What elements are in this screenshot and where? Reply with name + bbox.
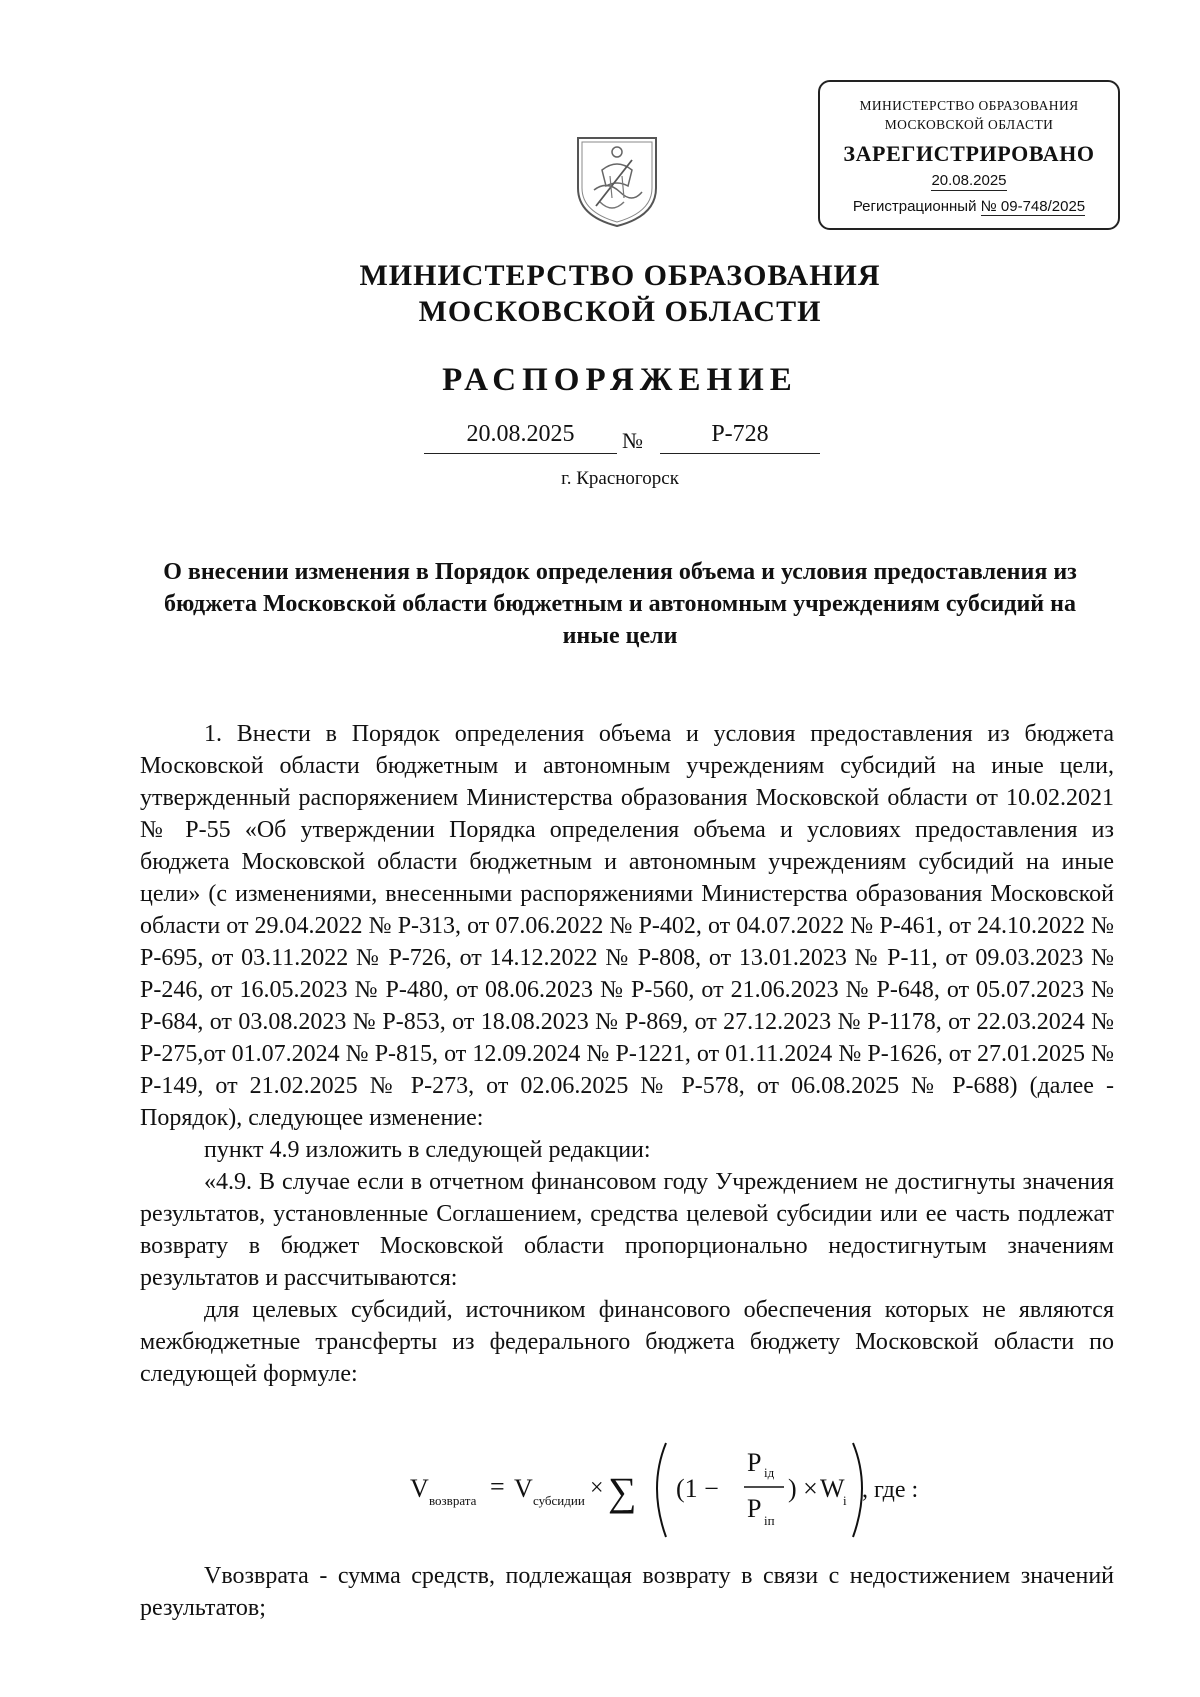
ministry-name-line2: МОСКОВСКОЙ ОБЛАСТИ <box>418 295 822 328</box>
formula-sub-i: i <box>843 1493 847 1508</box>
paragraph-1: 1. Внести в Порядок определения объема и условия предоставления из бюджета Московской области бюджетным и автономным учреждениям субсидий на иные цели, утвержденный распоряжением Министерства образования Московской области от 10.02.2021 № Р-55 «Об утверждении Порядка определения объема и условиях предоставления из бюджета Московской области бюджетным и автономным учреждениям субсидий на иные цели» (с изменениями, внесенными распоряжениями Министерства образования Московской области от 29.04.2022 № Р-313, от 07.06.2022 № Р-402, от 04.07.2022 № Р-461, от 24.10.2022 № Р-695, от 03.11.2022 № Р-726, от 14.12.2022 № Р-808, от 13.01.2023 № Р-11, от 09.03.2023 № Р-246, от 16.05.2023 № Р-480, от 08.06.2023 № Р-560, от 21.06.2023 № Р-648, от 05.07.2023 № Р-684, от 03.08.2023 № Р-853, от 18.08.2023 № Р-869, от 27.12.2023 № Р-1178, от 22.03.2024 № Р-275,от 01.07.2024 № Р-815, от 12.09.2024 № Р-1221, от 01.11.2024 № Р-1626, от 27.01.2025 № Р-149, от 21.02.2025 № Р-273, от 02.06.2025 № Р-578, от 06.08.2025 № Р-688) (далее - Порядок), следующее изменение: <box>140 721 1114 1131</box>
registration-stamp <box>818 80 1120 230</box>
formula-w: W <box>820 1474 845 1503</box>
definition-v-return: Vвозврата - сумма средств, подлежащая возврату в связи с недостижением значений результатов; <box>140 1563 1114 1621</box>
ministry-name-line1: МИНИСТЕРСТВО ОБРАЗОВАНИЯ <box>359 259 881 292</box>
formula-v-return: V <box>410 1474 429 1503</box>
stamp-reg-number: № 09-748/2025 <box>980 198 1086 215</box>
definition-block <box>140 1560 1114 1624</box>
date-number-line <box>424 420 820 456</box>
stamp-status: ЗАРЕГИСТРИРОВАНО <box>843 141 1095 166</box>
paragraph-3: «4.9. В случае если в отчетном финансовом году Учреждением не достигнуты значения результатов, установленные Соглашением, средства целевой субсидии или ее часть подлежат возврату в бюджет Московской области пропорционально недостигнутым значениям результатов и рассчитываются: <box>140 1169 1114 1291</box>
paragraph-4: для целевых субсидий, источником финансового обеспечения которых не являются межбюджетные трансферты из федерального бюджета бюджету Московской области по следующей формуле: <box>140 1297 1114 1387</box>
document-number: Р-728 <box>660 420 820 454</box>
formula-sub-subsidy: субсидии <box>533 1493 585 1508</box>
document-city: г. Красногорск <box>561 468 679 489</box>
paragraph-2: пункт 4.9 изложить в следующей редакции: <box>204 1137 651 1163</box>
formula-sub-id: iд <box>764 1465 775 1480</box>
formula-right-paren <box>853 1443 862 1537</box>
stamp-reg-line <box>820 197 1118 216</box>
formula-close-times: ) × <box>788 1474 818 1503</box>
formula-p-denominator: P <box>747 1494 762 1523</box>
formula-where: , где : <box>862 1477 919 1503</box>
document-type-title: РАСПОРЯЖЕНИЕ <box>442 362 798 398</box>
document-subject: О внесении изменения в Порядок определения объема и условия предоставления из бюджета Московской области бюджетным и автономным учреждениям субсидий на иные цели <box>163 559 1077 649</box>
formula-equals: = <box>490 1472 505 1501</box>
stamp-date: 20.08.2025 <box>931 172 1007 189</box>
formula-times: × <box>590 1475 604 1501</box>
formula-left-paren <box>657 1443 666 1537</box>
stamp-reg-label: Регистрационный <box>852 198 977 215</box>
number-sign: № <box>622 428 643 453</box>
formula-sigma: ∑ <box>608 1469 637 1514</box>
stamp-ministry-line2: МОСКОВСКОЙ ОБЛАСТИ <box>884 117 1054 132</box>
formula-p-numerator: P <box>747 1448 762 1477</box>
coat-of-arms-icon <box>572 130 662 230</box>
formula-sub-ip: iп <box>764 1513 775 1528</box>
document-body <box>140 718 1114 1390</box>
formula-v-subsidy: V <box>514 1474 533 1503</box>
ministry-name <box>0 258 1200 330</box>
formula-one-minus: (1 − <box>676 1474 719 1503</box>
return-formula <box>410 1435 930 1545</box>
formula-sub-return: возврата <box>429 1493 477 1508</box>
document-date: 20.08.2025 <box>424 420 617 454</box>
stamp-ministry-line1: МИНИСТЕРСТВО ОБРАЗОВАНИЯ <box>859 98 1079 113</box>
